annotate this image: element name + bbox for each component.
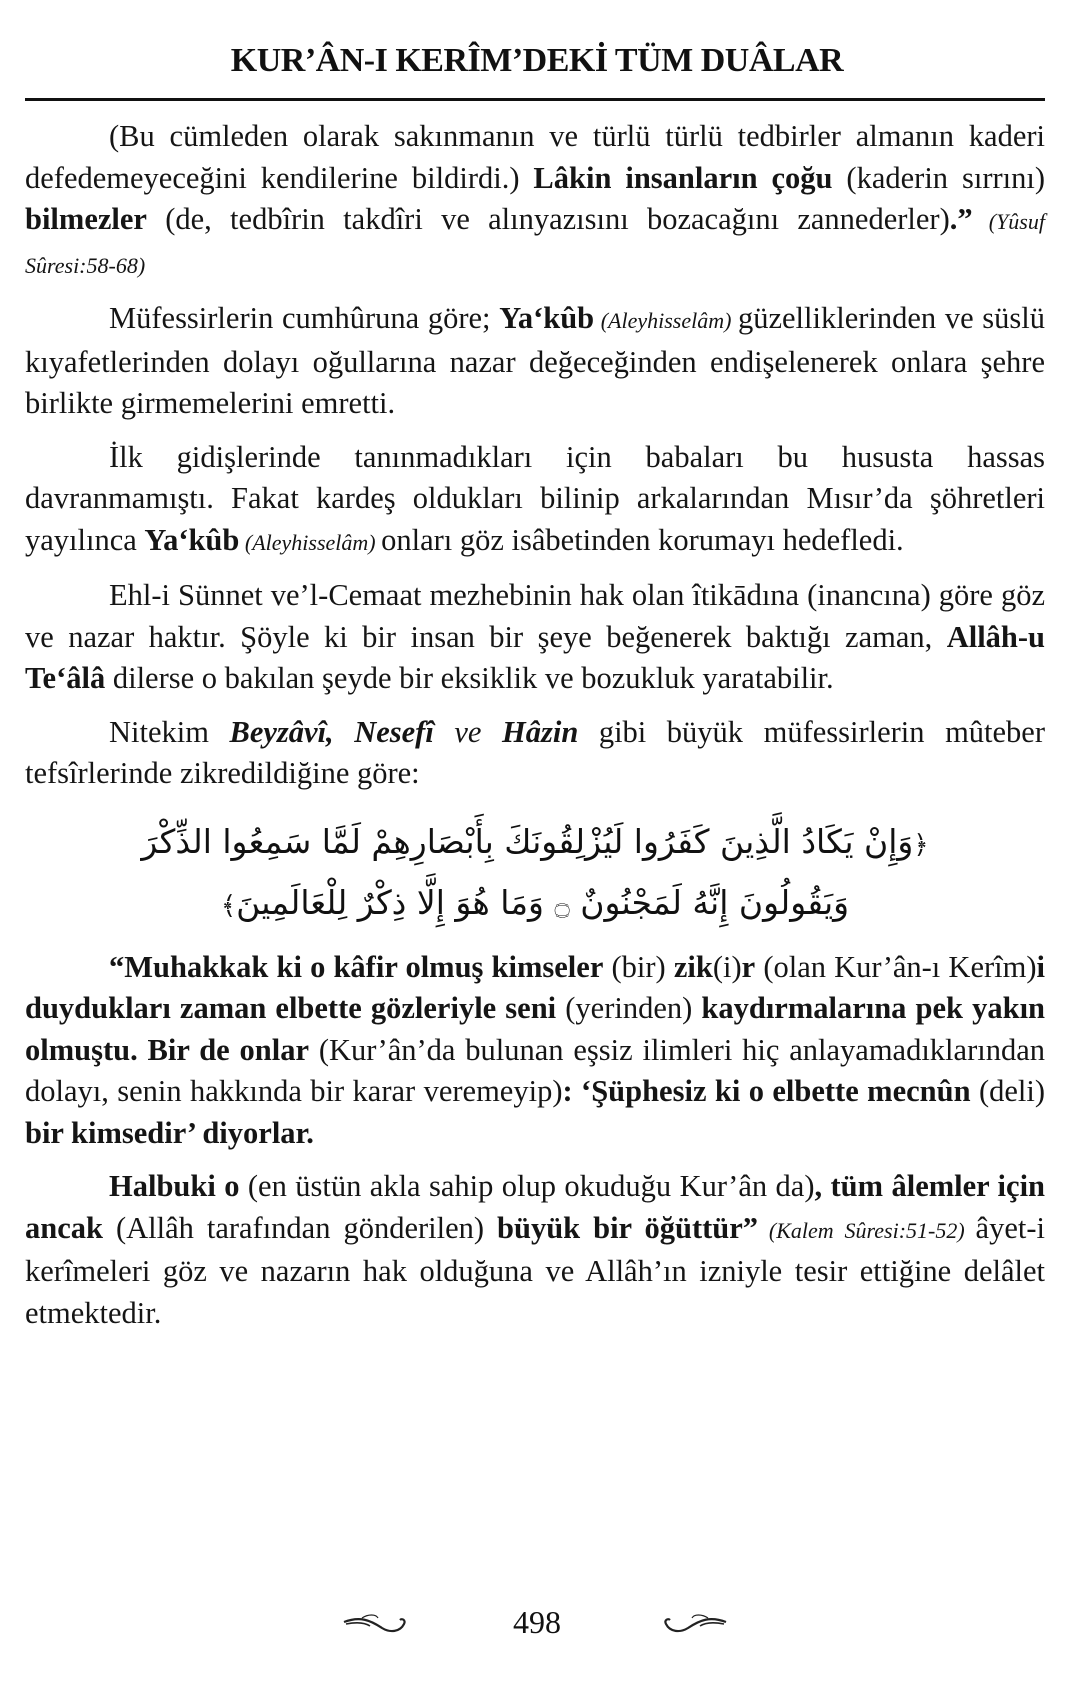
- bold-italic-text: Beyzâvî, Nesefî: [229, 714, 434, 749]
- arabic-text: وَمَا هُوَ إِلَّا ذِكْرٌ لِلْعَالَمِينَ: [236, 882, 544, 922]
- text: âyet-i kerîmeleri göz ve nazarın hak olduğuna ve Allâh’ın izniyle tesir ettiğine delâlet etmektedir.: [25, 1210, 1045, 1330]
- text: (Bu cümleden olarak sakınmanın ve türlü türlü tedbirler almanın kaderi defedemeyeceğini kendilerine bildirdi.): [25, 119, 1045, 195]
- text: güzelliklerinden ve süslü kıyafetlerinden dolayı oğullarına nazar değeceğinden endişelenerek onlara şehre birlikte girmemelerini emretti.: [25, 301, 1045, 420]
- text: Müfessirlerin cumhûruna göre;: [109, 301, 500, 335]
- text: (de, tedbîrin takdîri ve alınyazısını bozacağını zannederler): [146, 202, 950, 236]
- bold-text: : ‘Şüphesiz ki o elbette mecnûn: [562, 1074, 971, 1108]
- text: gibi büyük müfessirlerin mûteber tefsîrlerinde zikredildiğine göre:: [25, 714, 1046, 790]
- paragraph-3: [25, 437, 1045, 564]
- page-footer: [0, 1604, 1074, 1654]
- bold-text: .”: [949, 202, 973, 236]
- paragraph-4: [25, 575, 1045, 700]
- text: İlk gidişlerinde tanınmadıkları için babaları bu hususta hassas davranmamıştı. Fakat kardeş oldukları bilinip arkalarından Mısır’da şöhretleri yayılınca: [25, 439, 1045, 557]
- text: (kaderin sırrını): [832, 160, 1045, 195]
- text: dilerse o bakılan şeyde bir eksiklik ve bozukluk yaratabilir.: [105, 661, 834, 695]
- arabic-line-1: [25, 813, 1045, 874]
- text: onları göz isâbetinden korumayı hedefledi.: [381, 522, 904, 557]
- arabic-text: وَيَقُولُونَ إِنَّهُ لَمَجْنُونٌ: [580, 882, 850, 922]
- ornate-bracket-open-icon: ﴿: [913, 829, 929, 860]
- bold-text: Ya‘kûb: [499, 301, 595, 335]
- text: (deli): [970, 1074, 1045, 1108]
- flourish-right-icon: [660, 1612, 730, 1638]
- verse-reference: (Yûsuf Sûresi:58-68): [25, 209, 1045, 278]
- honorific: (Aleyhisselâm): [594, 308, 738, 333]
- running-header: KUR’ÂN-I KERÎM’DEKİ TÜM DUÂLAR: [230, 42, 844, 79]
- header-rule: [25, 98, 1045, 101]
- page-number: 498: [513, 1604, 561, 1640]
- verse-reference: (Kalem Sûresi:51-52): [758, 1217, 976, 1243]
- ornate-bracket-close-icon: ﴾: [220, 890, 237, 921]
- text: (yerinden): [556, 991, 702, 1025]
- arabic-text: وَإِنْ يَكَادُ الَّذِينَ كَفَرُوا لَيُزْلِقُونَكَ بِأَبْصَارِهِمْ لَمَّا سَمِعُوا الذِّكْرَ: [141, 821, 914, 861]
- text: Nitekim: [109, 714, 230, 749]
- bold-text: Halbuki o: [109, 1169, 240, 1203]
- text: (i): [712, 949, 742, 984]
- text: (olan Kur’ân-ı Kerîm): [755, 949, 1037, 984]
- text: (en üstün akla sahip olup okuduğu Kur’ân da): [239, 1169, 815, 1203]
- bold-text: “Muhakkak ki o kâfir olmuş kimseler: [109, 949, 604, 984]
- paragraph-7: [25, 1166, 1045, 1334]
- bold-italic-text: Hâzin: [502, 714, 579, 749]
- honorific: (Aleyhisselâm): [239, 529, 382, 555]
- flourish-left-icon: [340, 1612, 410, 1638]
- italic-text: ve: [433, 714, 502, 749]
- bold-text: Allâh-u Te‘âlâ: [25, 619, 1045, 695]
- paragraph-1: [25, 116, 1045, 286]
- text: (bir): [603, 949, 674, 984]
- bold-text: i duydukları zaman elbette gözleriyle seni: [25, 949, 1045, 1025]
- bold-text: kaydırmalarına pek yakın olmuştu. Bir de onlar: [25, 991, 1046, 1067]
- paragraph-6: [25, 947, 1045, 1155]
- page-body: [25, 116, 1045, 1346]
- bold-text: büyük bir öğüttür”: [497, 1210, 759, 1245]
- paragraph-2: [25, 298, 1045, 425]
- bold-text: bilmezler: [25, 202, 147, 236]
- arabic-line-2: [25, 874, 1045, 935]
- bold-text: Ya‘kûb: [144, 522, 240, 557]
- arabic-verse: [25, 813, 1045, 935]
- bold-text: bir kimsedir’ diyorlar.: [25, 1115, 314, 1150]
- rosette-icon: ۝: [554, 890, 570, 921]
- bold-text: , tüm âlemler için ancak: [25, 1169, 1046, 1245]
- paragraph-5: [25, 712, 1045, 795]
- bold-text: r: [741, 949, 756, 984]
- bold-text: Lâkin insanların çoğu: [533, 160, 833, 195]
- text: Ehl-i Sünnet ve’l-Cemaat mezhebinin hak olan îtikādına (inancına) göre göz ve nazar haktır. Şöyle ki bir insan bir şeye beğenerek baktığı zaman,: [25, 578, 1045, 654]
- text: (Allâh tarafından gönderilen): [102, 1210, 498, 1245]
- text: (Kur’ân’da bulunan eşsiz ilimleri hiç anlayamadıklarından dolayı, senin hakkında bir karar veremeyip): [25, 1032, 1045, 1108]
- bold-text: zik: [673, 949, 713, 984]
